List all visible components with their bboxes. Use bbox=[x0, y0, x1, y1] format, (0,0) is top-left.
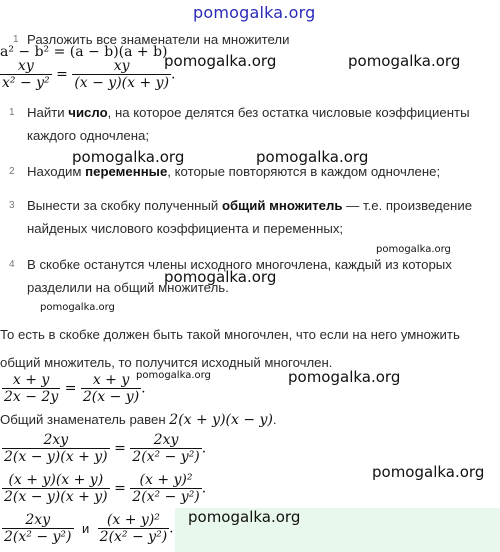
step-number: 1 bbox=[9, 107, 15, 118]
watermark-small: pomogalka.org bbox=[136, 370, 211, 381]
watermark: pomogalka.org bbox=[164, 268, 277, 286]
watermark-top: pomogalka.org bbox=[193, 3, 316, 22]
watermark-small: pomogalka.org bbox=[40, 302, 115, 313]
step-keyword: переменные bbox=[85, 164, 168, 179]
fraction-equation: $\frac{2xy}{2(x - y)(x + y)}$ = $\frac{2xy}{\text{2(x² − y²)}}$ . bbox=[4, 432, 207, 465]
step-number: 3 bbox=[9, 200, 15, 211]
step-keyword: число bbox=[68, 105, 108, 120]
step-number: 4 bbox=[9, 259, 15, 270]
watermark: pomogalka.org bbox=[288, 368, 401, 386]
watermark: pomogalka.org bbox=[188, 508, 301, 526]
paragraph-line: общий множитель, то получится исходный многочлен. bbox=[0, 355, 333, 370]
step-number: 2 bbox=[9, 166, 15, 177]
fraction-equation: $\frac{x + y}{2x - 2y}$ = $\frac{x + y}{2(x - y)}$ . bbox=[4, 372, 146, 405]
watermark: pomogalka.org bbox=[372, 463, 485, 481]
fraction-pair: $\frac{2xy}{\text{2(x² − y²)}}$ и $\frac{\text{(x + y)²}}{\text{2(x² − y²)}}$ . bbox=[4, 512, 174, 545]
factor-formula: a² − b² = (a − b)(a + b) bbox=[0, 44, 168, 60]
common-denominator: Общий знаменатель равен 2(x + y)(x − y). bbox=[0, 412, 277, 428]
watermark-small: pomogalka.org bbox=[376, 244, 451, 255]
watermark: pomogalka.org bbox=[256, 148, 369, 166]
fraction-equation: $\frac{(x + y)(x + y)}{2(x - y)(x + y)}$ = $\frac{\text{(x + y)²}}{\text{2(x² − y²)}}$ . bbox=[4, 472, 207, 505]
step-number: 1 bbox=[13, 34, 19, 45]
watermark: pomogalka.org bbox=[348, 52, 461, 70]
step-text: Разложить все знаменатели на множители bbox=[27, 32, 290, 47]
watermark: pomogalka.org bbox=[72, 148, 185, 166]
paragraph-line: То есть в скобке должен быть такой многочлен, что если на него умножить bbox=[0, 327, 460, 342]
watermark: pomogalka.org bbox=[164, 52, 277, 70]
step-keyword: общий множитель bbox=[221, 198, 343, 213]
fraction-equation: $\frac{xy}{\text{x² − y²}}$ = $\frac{xy}{(x - y)(x + y)}$ . bbox=[2, 58, 176, 91]
